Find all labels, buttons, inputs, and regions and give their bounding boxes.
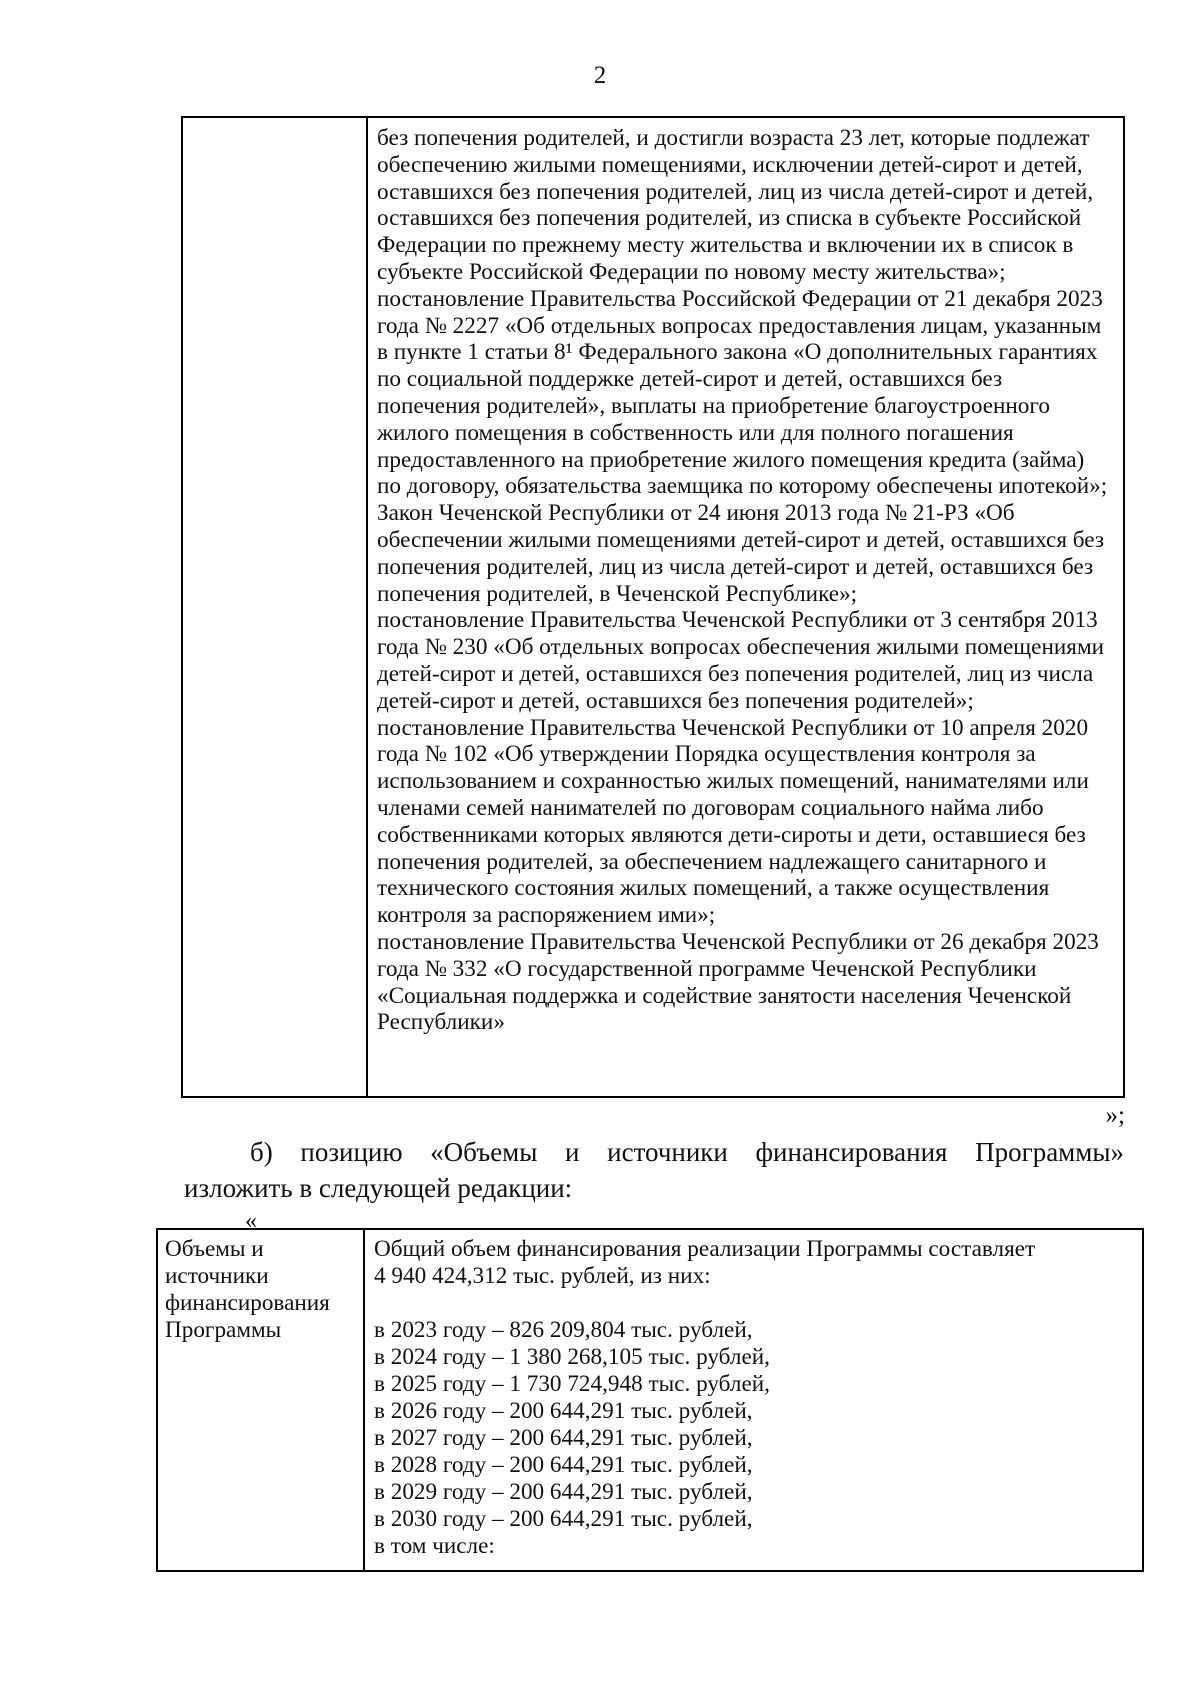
legal-paragraph: постановление Правительства Чеченской Республики от 26 декабря 2023 года № 332 «О государственной программе Чеченской Республики «Социальная поддержка и содействие занятости населения Чеченской Республики»: [377, 928, 1099, 1036]
spacer: [374, 1290, 1132, 1317]
legal-paragraph: постановление Правительства Российской Федерации от 21 декабря 2023 года № 2227 «Об отдельных вопросах предоставления лицам, указанным в пункте 1 статьи 8¹ Федерального закона «О дополнительных гарантиях по социальной поддержке детей-сирот и детей, оставшихся без попечения родителей», выплаты на приобретение благоустроенного жилого помещения в собственность или для полного погашения предоставленного на приобретение жилого помещения кредита (займа) по договору, обязательства заемщика по которому обеспечены ипотекой»;: [377, 285, 1108, 500]
legal-paragraph: постановление Правительства Чеченской Республики от 3 сентября 2013 года № 230 «Об отдельных вопросах обеспечения жилыми помещениями детей-сирот и детей, оставшихся без попечения родителей, лиц из числа детей-сирот и детей, оставшихся без попечения родителей»;: [377, 607, 1105, 714]
funding-footer: в том числе:: [374, 1533, 495, 1559]
funding-label-line: источники: [165, 1263, 269, 1289]
opening-quote: «: [245, 1208, 257, 1234]
page-number: 2: [593, 62, 607, 89]
funding-total-line: Общий объем финансирования реализации Программы составляет: [374, 1236, 1036, 1262]
amendment-line-1: б) позицию «Объемы и источники финансирования Программы»: [250, 1137, 1124, 1167]
funding-year-line: в 2030 году – 200 644,291 тыс. рублей,: [374, 1506, 753, 1532]
legal-paragraph: Закон Чеченской Республики от 24 июня 2013 года № 21-РЗ «Об обеспечении жилыми помещениями детей-сирот и детей, оставшихся без попечения родителей, лиц из числа детей-сирот и детей, оставшихся без попечения родителей, в Чеченской Республике»;: [377, 500, 1105, 607]
funding-content-cell: [365, 1230, 1142, 1570]
funding-label-cell: [158, 1230, 365, 1570]
funding-year-line: в 2027 году – 200 644,291 тыс. рублей,: [374, 1425, 753, 1451]
funding-year-line: в 2028 году – 200 644,291 тыс. рублей,: [374, 1452, 753, 1478]
funding-total-line: 4 940 424,312 тыс. рублей, из них:: [374, 1263, 711, 1289]
funding-year-line: в 2029 году – 200 644,291 тыс. рублей,: [374, 1479, 753, 1505]
amendment-paragraph: [184, 1134, 1124, 1206]
funding-year-line: в 2024 году – 1 380 268,105 тыс. рублей,: [374, 1344, 770, 1370]
funding-year-line: в 2023 году – 826 209,804 тыс. рублей,: [374, 1317, 753, 1343]
legal-basis-table: [181, 116, 1125, 1098]
funding-year-line: в 2025 году – 1 730 724,948 тыс. рублей,: [374, 1371, 770, 1397]
funding-label-line: Программы: [165, 1317, 282, 1343]
funding-table: [156, 1228, 1144, 1572]
legal-paragraph: без попечения родителей, и достигли возраста 23 лет, которые подлежат обеспечению жилыми помещениями, исключении детей-сирот и детей, оставшихся без попечения родителей, лиц из числа детей-сирот и детей, оставшихся без попечения родителей, из списка в субъекте Российской Федерации по прежнему месту жительства и включении их в список в субъекте Российской Федерации по новому месту жительства»;: [377, 125, 1094, 285]
funding-year-line: в 2026 году – 200 644,291 тыс. рублей,: [374, 1398, 753, 1424]
funding-label-line: финансирования: [165, 1290, 330, 1316]
amendment-line-2: изложить в следующей редакции:: [184, 1173, 573, 1203]
legal-basis-content-cell: [368, 118, 1123, 1096]
closing-quote: »;: [1105, 1102, 1125, 1129]
legal-paragraph: постановление Правительства Чеченской Республики от 10 апреля 2020 года № 102 «Об утверждении Порядка осуществления контроля за использованием и сохранностью жилых помещений, нанимателями или членами семей нанимателей по договорам социального найма либо собственниками которых являются дети-сироты и дети, оставшиеся без попечения родителей, за обеспечением надлежащего санитарного и технического состояния жилых помещений, а также осуществления контроля за распоряжением ими»;: [377, 714, 1089, 929]
funding-label-line: Объемы и: [165, 1236, 264, 1262]
legal-basis-label-cell: [183, 118, 368, 1096]
